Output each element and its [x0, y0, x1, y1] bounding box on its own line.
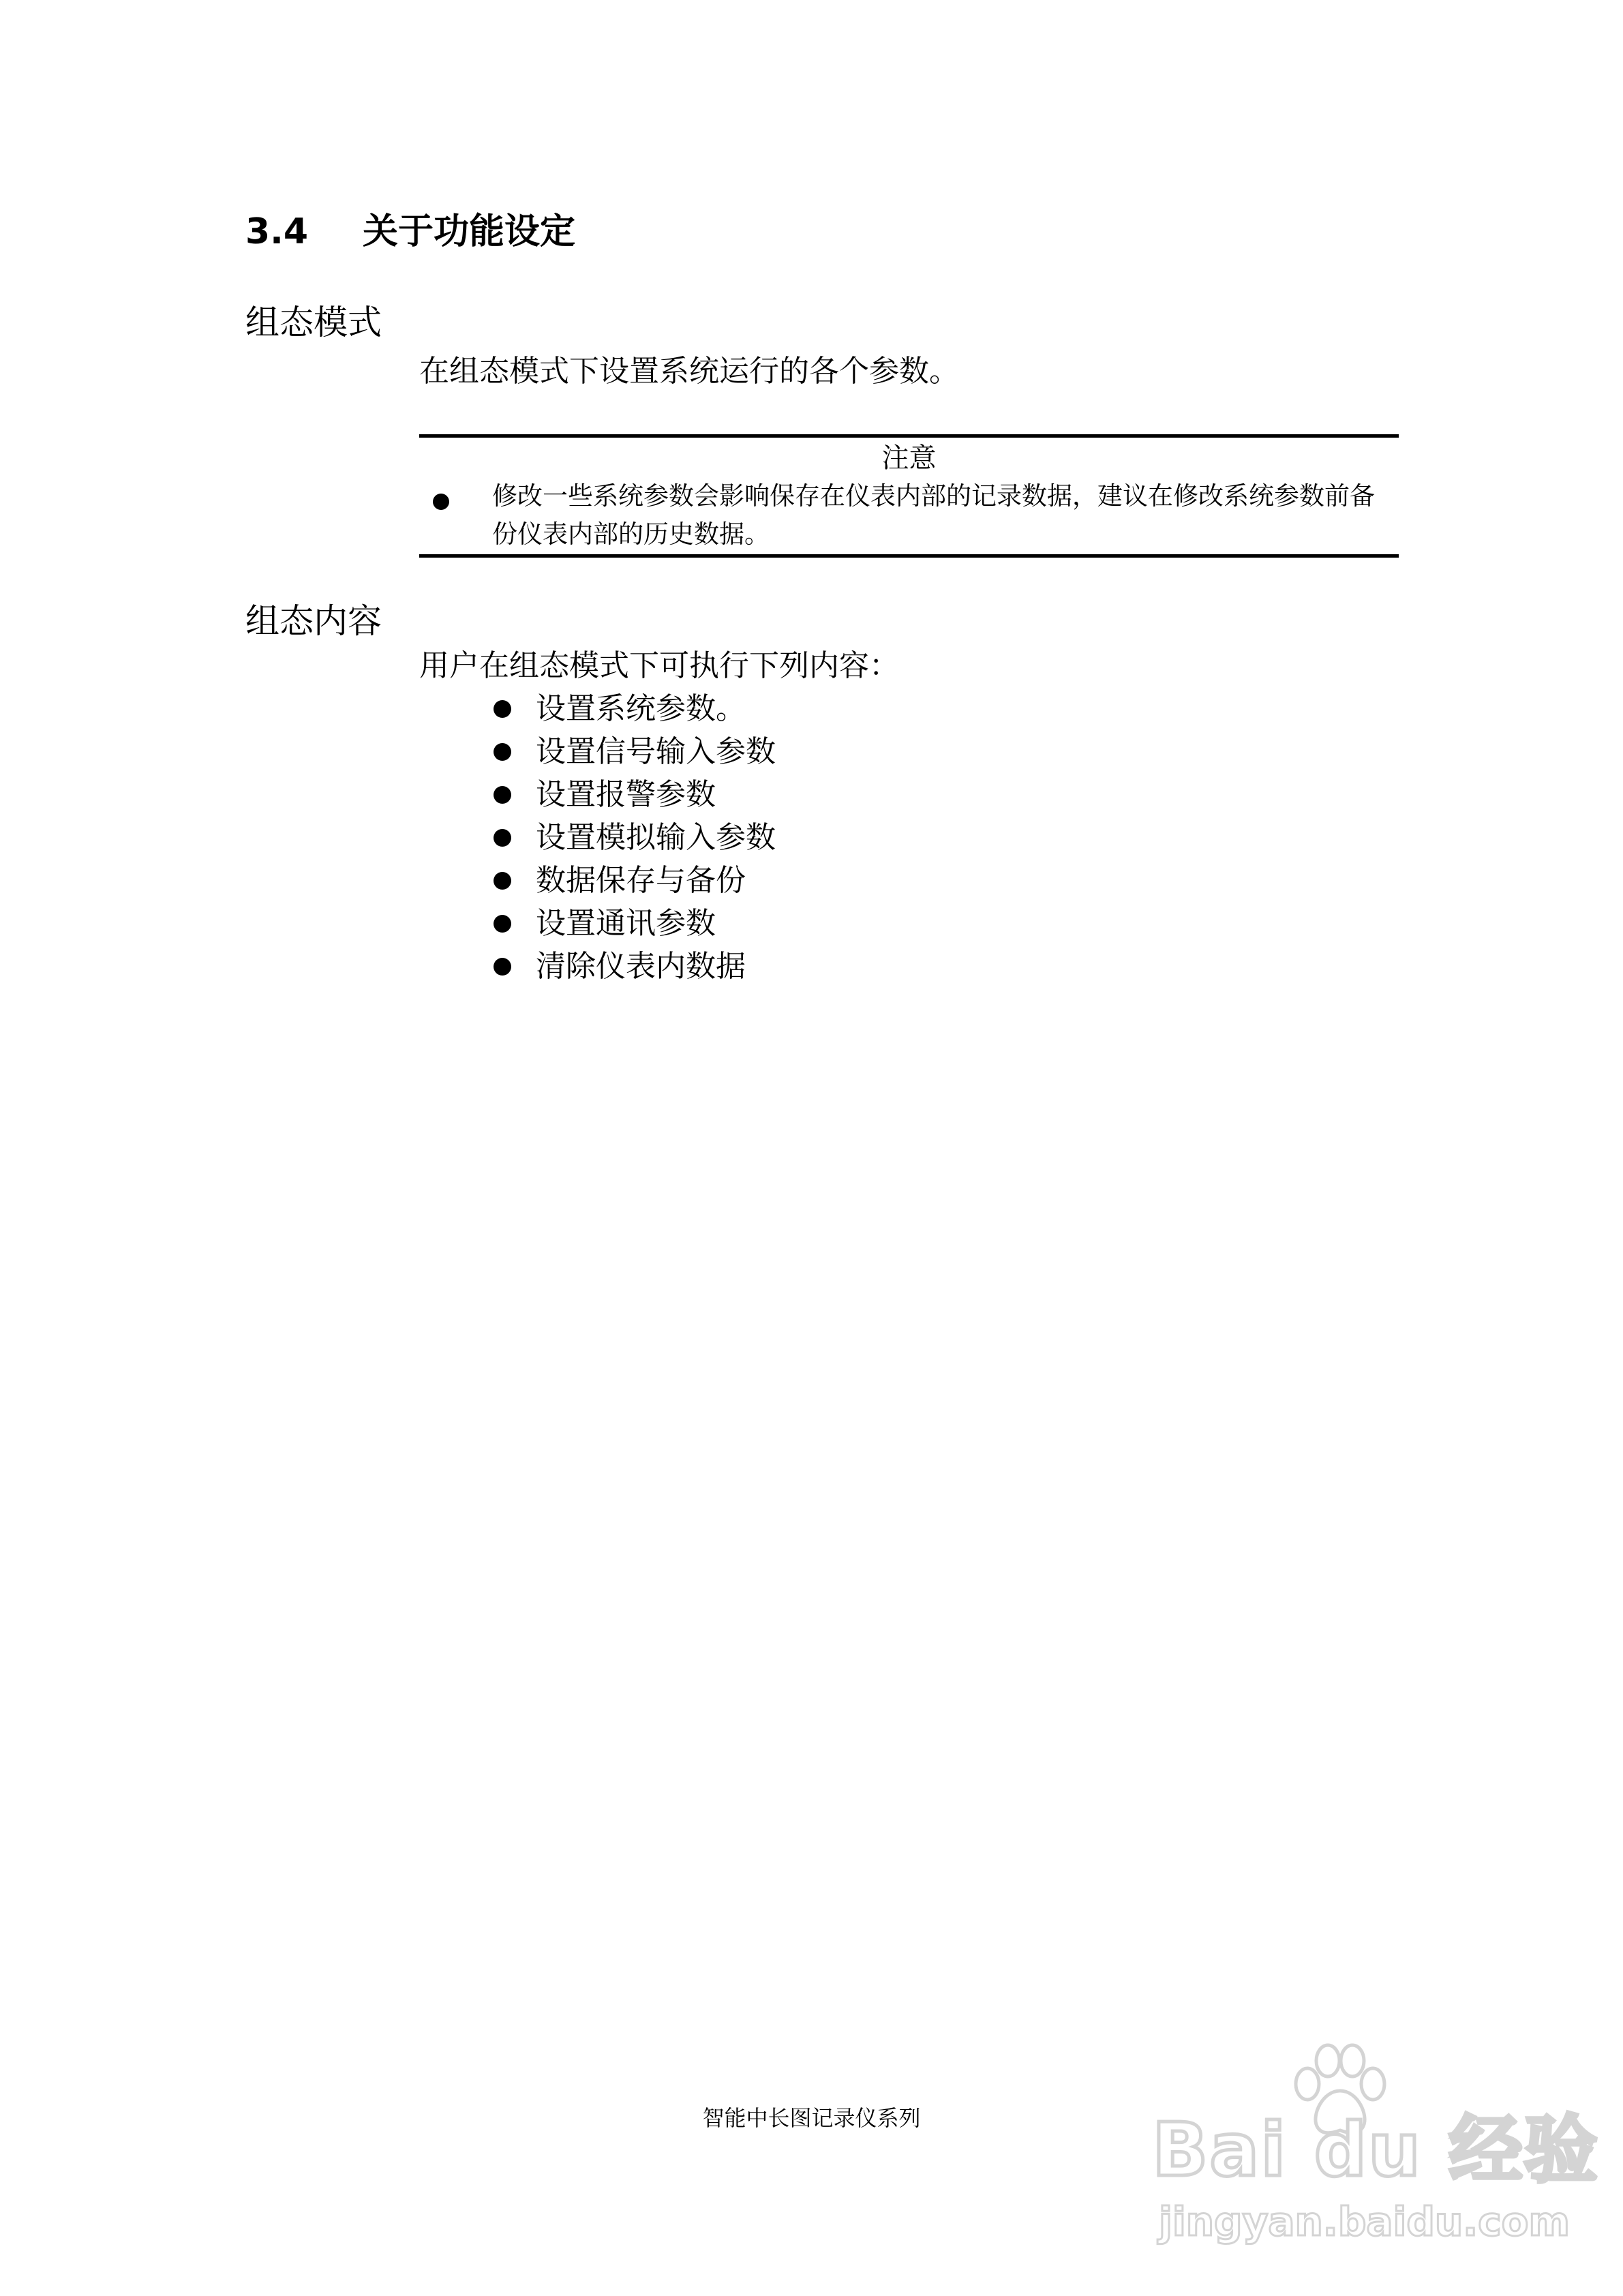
- list-item-label: 设置模拟输入参数: [536, 820, 776, 855]
- bullet-icon: [494, 915, 511, 933]
- bullet-icon: [494, 829, 511, 847]
- list-item-label: 设置报警参数: [536, 777, 716, 812]
- watermark-url: jingyan.baidu.com: [1159, 2199, 1570, 2245]
- list-item-label: 数据保存与备份: [536, 863, 746, 898]
- list-item: [494, 945, 776, 988]
- bullet-icon: [494, 743, 511, 761]
- page-footer: 智能中长图记录仪系列: [702, 2105, 921, 2131]
- notice-bullet-icon: [433, 494, 449, 510]
- section-title: 关于功能设定: [363, 211, 576, 252]
- list-item-label: 设置系统参数。: [536, 691, 746, 726]
- list-item: [494, 859, 776, 902]
- notice-title: 注意: [881, 442, 937, 474]
- baidu-watermark: [1152, 2042, 1599, 2260]
- list-item: [494, 773, 776, 816]
- list-item-label: 设置通讯参数: [536, 906, 716, 941]
- list-item-label: 设置信号输入参数: [536, 734, 776, 769]
- section-number: 3.4: [245, 211, 309, 252]
- config-content-heading: 组态内容: [245, 601, 382, 641]
- bullet-icon: [494, 958, 511, 976]
- list-item-label: 清除仪表内数据: [536, 949, 746, 984]
- config-mode-heading: 组态模式: [245, 303, 382, 342]
- notice-box: [419, 434, 1399, 558]
- bullet-icon: [494, 700, 511, 718]
- list-item: [494, 687, 776, 730]
- section-heading: [245, 205, 575, 259]
- config-content-list: [494, 687, 776, 988]
- list-item: [494, 816, 776, 859]
- config-content-intro: 用户在组态模式下可执行下列内容：: [419, 648, 899, 683]
- config-mode-description: 在组态模式下设置系统运行的各个参数。: [419, 354, 959, 389]
- watermark-logo: Bai du 经验: [1152, 2108, 1599, 2193]
- notice-text: 修改一些系统参数会影响保存在仪表内部的记录数据，建议在修改系统参数前备份仪表内部的历史数据。: [492, 481, 1375, 549]
- bullet-icon: [494, 786, 511, 804]
- list-item: [494, 730, 776, 773]
- list-item: [494, 902, 776, 945]
- bullet-icon: [494, 872, 511, 890]
